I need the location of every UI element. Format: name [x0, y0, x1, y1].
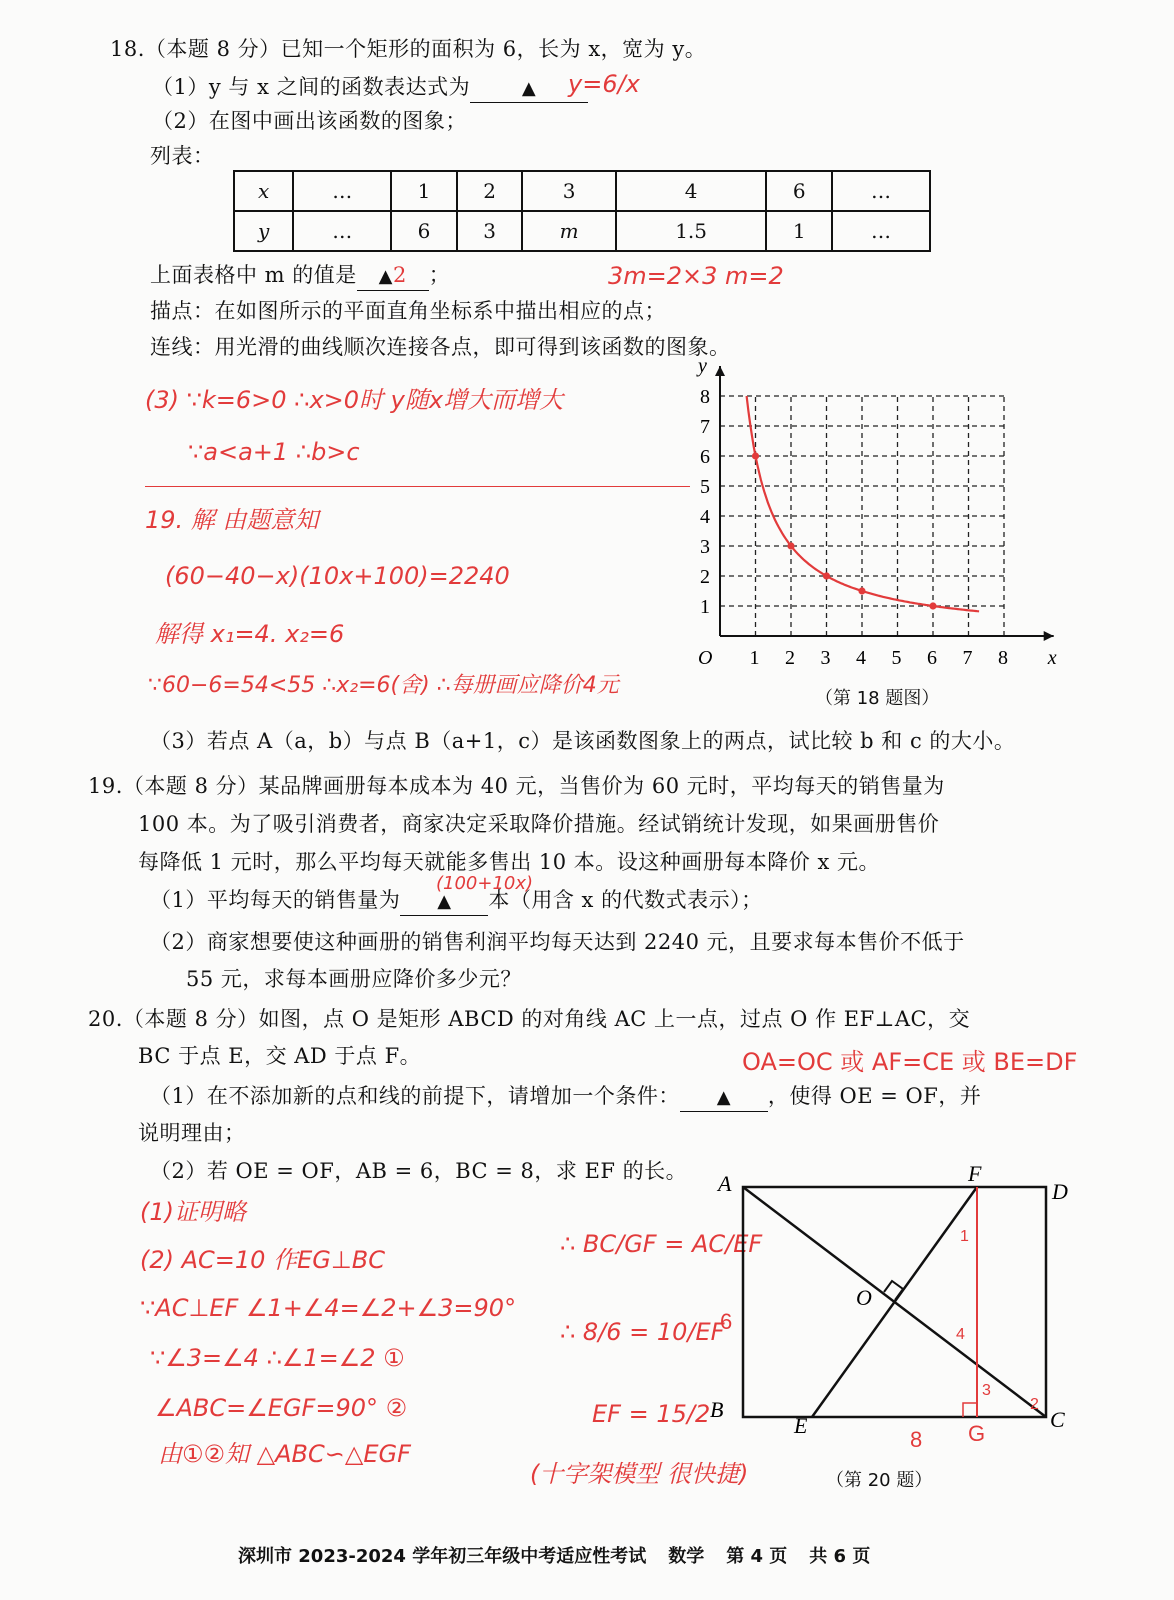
footer-total: 共 6 页 [809, 1546, 871, 1567]
x-tick-label: 2 [785, 647, 795, 669]
x-tick-label: 7 [962, 647, 973, 669]
table-cell: y [234, 211, 293, 251]
q18-m-prompt: 上面表格中 m 的值是 [150, 263, 357, 287]
x-tick-label: 1 [749, 647, 760, 669]
q18-hw-3b: ∵a<a+1 ∴b>c [188, 438, 360, 466]
table-cell: 6 [766, 171, 832, 211]
q20-hw-l2: (2) AC=10 作EG⊥BC [140, 1246, 385, 1274]
q18-part1-handwritten: y=6/x [568, 70, 640, 98]
angle-2-label: 2 [1030, 1396, 1039, 1413]
y-tick-label: 1 [700, 596, 710, 618]
hw-divider [145, 486, 690, 487]
q20-part2: （2）若 OE = OF，AB = 6，BC = 8，求 EF 的长。 [150, 1159, 688, 1183]
table-cell: 4 [616, 171, 767, 211]
q20-part1-line2: 说明理由； [138, 1121, 246, 1145]
table-cell: … [293, 171, 391, 211]
q20-part1 [150, 1083, 981, 1112]
plotted-point [787, 542, 794, 549]
angle-1-label: 1 [960, 1228, 969, 1245]
y-axis-arrow [715, 366, 725, 376]
q20-hw-l4: ∵∠3=∠4 ∴∠1=∠2 ① [150, 1344, 405, 1372]
q20-hw-r4: (十字架模型 很快捷) [530, 1460, 749, 1488]
q20-hw-r2: ∴ 8/6 = 10/EF [560, 1318, 725, 1346]
q20-part1-blank [680, 1083, 768, 1112]
q18-m-answer: 2 [393, 263, 407, 287]
q18-part2: （2）在图中画出该函数的图象； [152, 109, 467, 133]
table-cell: 3 [522, 171, 615, 211]
q20-hw-l5: ∠ABC=∠EGF=90° ② [155, 1394, 408, 1422]
q20-hw-l1: (1)证明略 [140, 1198, 246, 1226]
q20-line2: BC 于点 E，交 AD 于点 F。 [138, 1044, 422, 1068]
label-e: E [794, 1413, 808, 1438]
table-cell: 1 [391, 171, 457, 211]
y-tick-label: 7 [700, 416, 710, 438]
table-row [234, 211, 930, 251]
q20-figure [700, 1161, 1090, 1455]
x-axis-label: x [1047, 647, 1057, 669]
answer-mark: ▲ [378, 266, 393, 287]
y-tick-label: 5 [700, 476, 710, 498]
table-cell: 6 [391, 211, 457, 251]
side-bc-length: 8 [910, 1427, 923, 1452]
q18-m-work: 3m=2×3 m=2 [608, 262, 784, 290]
q18-connect-text: 连线：用光滑的曲线顺次连接各点，即可得到该函数的图象。 [150, 335, 731, 359]
angle-4-label: 4 [956, 1326, 965, 1343]
segment-ef [812, 1187, 977, 1417]
q18-plot-text: 描点：在如图所示的平面直角坐标系中描出相应的点； [150, 299, 666, 323]
q18-m-question: 上面表格中 m 的值是 ▲2 ； [150, 262, 450, 291]
q20-hw-condition: OA=OC 或 AF=CE 或 BE=DF [742, 1048, 1078, 1076]
x-tick-label: 6 [927, 647, 937, 669]
page-footer [238, 1542, 892, 1568]
y-axis-label: y [698, 355, 707, 377]
q19-hw-2: (60−40−x)(10x+100)=2240 [165, 562, 510, 590]
x-tick-label: 5 [891, 647, 902, 669]
table-cell: 3 [457, 211, 523, 251]
table-cell: … [293, 211, 391, 251]
table-cell: m [522, 211, 615, 251]
label-f: F [968, 1161, 982, 1186]
table-cell: 2 [457, 171, 523, 211]
x-tick-label: 8 [998, 647, 1008, 669]
answer-mark: ▲ [521, 78, 537, 99]
table-cell: 1 [766, 211, 832, 251]
q20-hw-l3: ∵AC⊥EF ∠1+∠4=∠2+∠3=90° [140, 1294, 517, 1322]
q19-part1-post: 本（用含 x 的代数式表示）； [488, 888, 763, 912]
q19-part2-line1: （2）商家想要使这种画册的销售利润平均每天达到 2240 元，且要求每本售价不低于 [150, 930, 965, 954]
q20-part1-pre: （1）在不添加新的点和线的前提下，请增加一个条件： [150, 1084, 680, 1108]
q19-part1-handwritten: (100+10x) [436, 873, 534, 894]
plotted-point [823, 572, 830, 579]
table-cell: 1.5 [616, 211, 767, 251]
q18-hw-3a: (3) ∵k=6>0 ∴x>0时 y随x增大而增大 [145, 386, 564, 414]
q19-part1-pre: （1）平均每天的销售量为 [150, 888, 401, 912]
function-curve [747, 396, 980, 611]
y-tick-label: 3 [700, 536, 710, 558]
plotted-point [858, 587, 865, 594]
q18-list-label: 列表： [150, 144, 215, 168]
x-axis-arrow [1044, 631, 1054, 641]
q18-title: 18.（本题 8 分）已知一个矩形的面积为 6，长为 x，宽为 y。 [110, 37, 707, 61]
label-b: B [710, 1397, 724, 1422]
q20-hw-l6: 由①②知 △ABC∽△EGF [158, 1440, 411, 1468]
q19-line3: 每降低 1 元时，那么平均每天就能多售出 10 本。设这种画册每本降价 x 元。 [138, 850, 880, 874]
plotted-point [752, 452, 759, 459]
footer-subject: 数学 [668, 1546, 705, 1567]
label-d: D [1052, 1179, 1068, 1204]
table-cell: … [832, 211, 930, 251]
q18-figure-caption: （第 18 题图） [815, 688, 940, 709]
right-angle-mark-g [963, 1403, 977, 1417]
side-ab-length: 6 [720, 1309, 733, 1334]
y-tick-label: 4 [700, 506, 710, 528]
q18-m-blank [357, 262, 429, 291]
y-tick-label: 8 [700, 386, 710, 408]
plotted-point [929, 602, 936, 609]
q18-value-table [233, 170, 931, 252]
answer-mark: ▲ [716, 1087, 732, 1108]
q19-line2: 100 本。为了吸引消费者，商家决定采取降价措施。经试销统计发现，如果画册售价 [138, 812, 940, 836]
q18-part1 [152, 74, 588, 103]
q20-title: 20.（本题 8 分）如图，点 O 是矩形 ABCD 的对角线 AC 上一点，过点 O 作 EF⊥AC，交 [88, 1007, 971, 1031]
q18-graph [690, 355, 1060, 672]
origin-label: O [698, 647, 713, 669]
table-cell: … [832, 171, 930, 211]
angle-3-label: 3 [982, 1382, 991, 1399]
q18-part1-text: （1）y 与 x 之间的函数表达式为 [152, 75, 471, 99]
q20-hw-r3: EF = 15/2 [592, 1400, 711, 1428]
q19-hw-1: 19. 解 由题意知 [145, 506, 319, 534]
q19-part2-line2: 55 元，求每本画册应降价多少元？ [186, 967, 522, 991]
y-tick-label: 2 [700, 566, 710, 588]
q19-hw-4: ∵60−6=54<55 ∴x₂=6(舍) ∴每册画应降价4元 [148, 673, 619, 698]
footer-exam: 深圳市 2023-2024 学年初三年级中考适应性考试 [238, 1546, 647, 1567]
label-g: G [968, 1421, 986, 1446]
footer-page: 第 4 页 [726, 1546, 788, 1567]
x-tick-label: 4 [856, 647, 866, 669]
q18-part3: （3）若点 A（a，b）与点 B（a+1，c）是该函数图象上的两点，试比较 b 和 c 的大小。 [150, 729, 1016, 753]
table-cell: x [234, 171, 293, 211]
label-c: C [1050, 1407, 1065, 1432]
answer-mark: ▲ [437, 891, 452, 912]
y-tick-label: 6 [700, 446, 710, 468]
q19-title: 19.（本题 8 分）某品牌画册每本成本为 40 元，当售价为 60 元时，平均每天的销售量为 [88, 774, 945, 798]
label-o: O [856, 1285, 872, 1310]
x-tick-label: 3 [820, 647, 831, 669]
q19-hw-3: 解得 x₁=4. x₂=6 [155, 620, 345, 648]
q20-hw-r1: ∴ BC/GF = AC/EF [560, 1230, 763, 1258]
label-a: A [718, 1171, 732, 1196]
table-row [234, 171, 930, 211]
q20-figure-caption: （第 20 题） [826, 1470, 933, 1491]
q20-part1-post: ，使得 OE = OF，并 [767, 1084, 982, 1108]
